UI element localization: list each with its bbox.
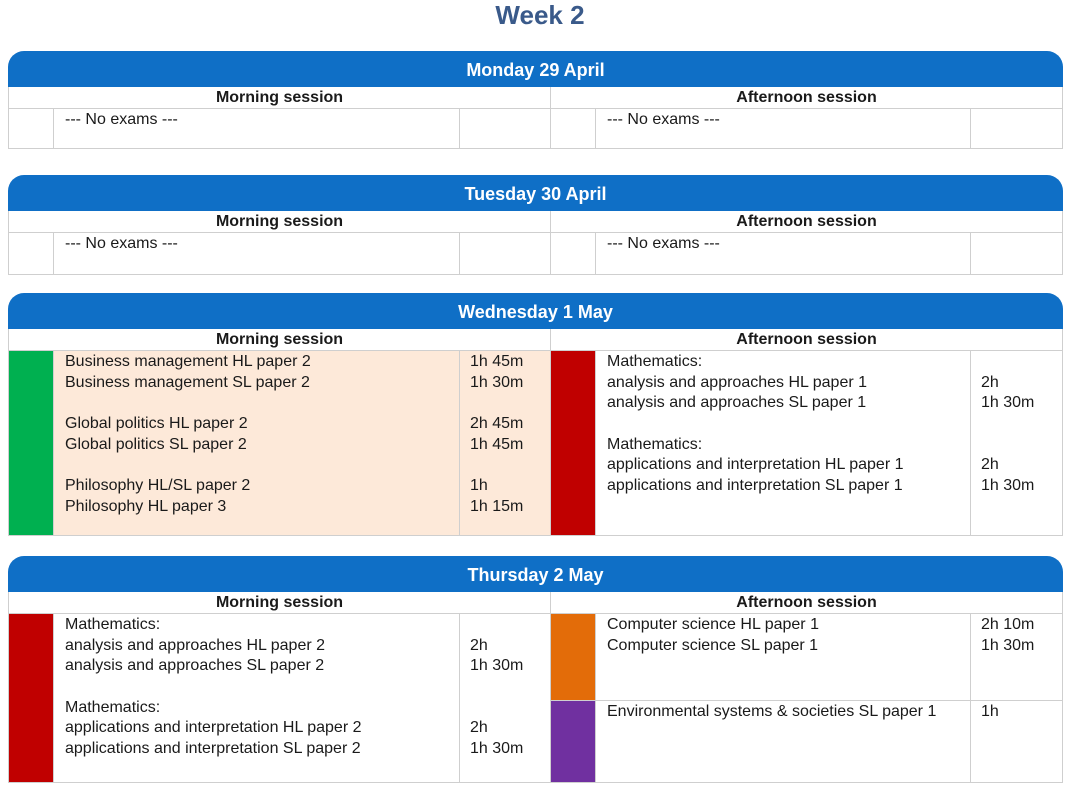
duration: 1h 30m — [470, 740, 524, 758]
subject-line: Mathematics: — [607, 435, 703, 453]
duration: 1h 30m — [981, 636, 1035, 654]
exam-block — [551, 109, 1062, 148]
exam-block — [9, 351, 550, 535]
subject-color-swatch — [9, 351, 54, 535]
subject-line: Computer science SL paper 1 — [607, 636, 819, 654]
duration — [981, 414, 1062, 435]
duration: 1h — [470, 477, 488, 495]
afternoon-session-label: Afternoon session — [736, 89, 877, 106]
session-header-row — [9, 329, 1062, 351]
session-header-row — [9, 592, 1062, 614]
page-title: Week 2 — [495, 0, 585, 30]
subject-line: --- No exams --- — [65, 111, 178, 128]
duration: 1h 30m — [981, 394, 1035, 412]
duration: 2h 10m — [981, 616, 1035, 633]
duration: 2h — [981, 373, 999, 391]
subject-line: analysis and approaches HL paper 2 — [65, 636, 326, 654]
subject-color-swatch — [551, 351, 596, 535]
subject-line — [65, 455, 459, 476]
subject-line: Business management SL paper 2 — [65, 373, 310, 391]
duration: 1h 45m — [470, 435, 524, 453]
exam-block — [9, 109, 550, 148]
morning-session-label: Morning session — [9, 87, 551, 108]
duration — [470, 393, 550, 414]
duration — [470, 234, 550, 255]
subject-line: Global politics SL paper 2 — [65, 435, 247, 453]
morning-session-label: Morning session — [9, 211, 551, 232]
duration: 1h 30m — [470, 373, 524, 391]
duration — [470, 677, 550, 698]
afternoon-session-label: Afternoon session — [736, 331, 877, 348]
exam-block — [551, 351, 1062, 535]
exam-block — [9, 233, 550, 274]
duration: 2h — [981, 456, 999, 474]
subject-line: Computer science HL paper 1 — [607, 616, 819, 633]
day-monday — [8, 51, 1063, 149]
day-header: Thursday 2 May — [8, 556, 1063, 592]
subject-line: applications and interpretation SL paper 1 — [607, 477, 903, 495]
day-wednesday — [8, 293, 1063, 536]
morning-session-label: Morning session — [9, 329, 551, 350]
subject-color-swatch — [9, 109, 54, 148]
exam-block — [551, 614, 1062, 700]
session-header-row — [9, 211, 1062, 233]
day-header: Tuesday 30 April — [8, 175, 1063, 211]
duration — [981, 110, 1062, 131]
subject-line: analysis and approaches SL paper 2 — [65, 657, 325, 675]
subject-line: Mathematics: — [65, 698, 161, 716]
subject-line: Business management HL paper 2 — [65, 353, 311, 370]
subject-line: Philosophy HL/SL paper 2 — [65, 477, 251, 495]
subject-line: analysis and approaches HL paper 1 — [607, 373, 868, 391]
subject-line: applications and interpretation HL paper 2 — [65, 719, 362, 737]
subject-color-swatch — [551, 233, 596, 274]
duration: 1h 15m — [470, 497, 524, 515]
subject-line — [65, 677, 459, 698]
subject-line: Mathematics: — [607, 353, 703, 370]
subject-color-swatch — [551, 701, 596, 782]
duration: 1h 45m — [470, 353, 524, 370]
subject-line — [65, 393, 459, 414]
subject-line: applications and interpretation HL paper 1 — [607, 456, 904, 474]
duration: 1h 30m — [470, 657, 524, 675]
exam-block — [9, 614, 550, 782]
subject-color-swatch — [9, 614, 54, 782]
subject-line: Philosophy HL paper 3 — [65, 497, 227, 515]
duration: 2h — [470, 719, 488, 737]
duration — [981, 234, 1062, 255]
subject-color-swatch — [9, 233, 54, 274]
subject-line: --- No exams --- — [607, 111, 720, 128]
subject-color-swatch — [551, 614, 596, 700]
duration: 1h — [981, 703, 999, 720]
exam-block — [551, 700, 1062, 782]
subject-line: Global politics HL paper 2 — [65, 415, 248, 433]
duration — [470, 615, 550, 636]
subject-color-swatch — [551, 109, 596, 148]
duration — [981, 435, 1062, 456]
duration: 2h 45m — [470, 415, 524, 433]
subject-line: --- No exams --- — [607, 235, 720, 252]
subject-line: applications and interpretation SL paper 2 — [65, 740, 361, 758]
subject-line — [607, 414, 970, 435]
subject-line: Environmental systems & societies SL paper 1 — [607, 703, 937, 720]
afternoon-session-label: Afternoon session — [736, 594, 877, 611]
morning-session-label: Morning session — [9, 592, 551, 613]
duration — [470, 455, 550, 476]
subject-line: Mathematics: — [65, 616, 161, 633]
duration: 1h 30m — [981, 477, 1035, 495]
duration: 2h — [470, 636, 488, 654]
day-tuesday — [8, 175, 1063, 275]
afternoon-session-label: Afternoon session — [736, 213, 877, 230]
exam-block — [551, 233, 1062, 274]
subject-line: --- No exams --- — [65, 235, 178, 252]
day-header: Monday 29 April — [8, 51, 1063, 87]
subject-line: analysis and approaches SL paper 1 — [607, 394, 867, 412]
day-header: Wednesday 1 May — [8, 293, 1063, 329]
day-thursday — [8, 556, 1063, 783]
duration — [981, 352, 1062, 373]
duration — [470, 110, 550, 131]
session-header-row — [9, 87, 1062, 109]
duration — [470, 698, 550, 719]
